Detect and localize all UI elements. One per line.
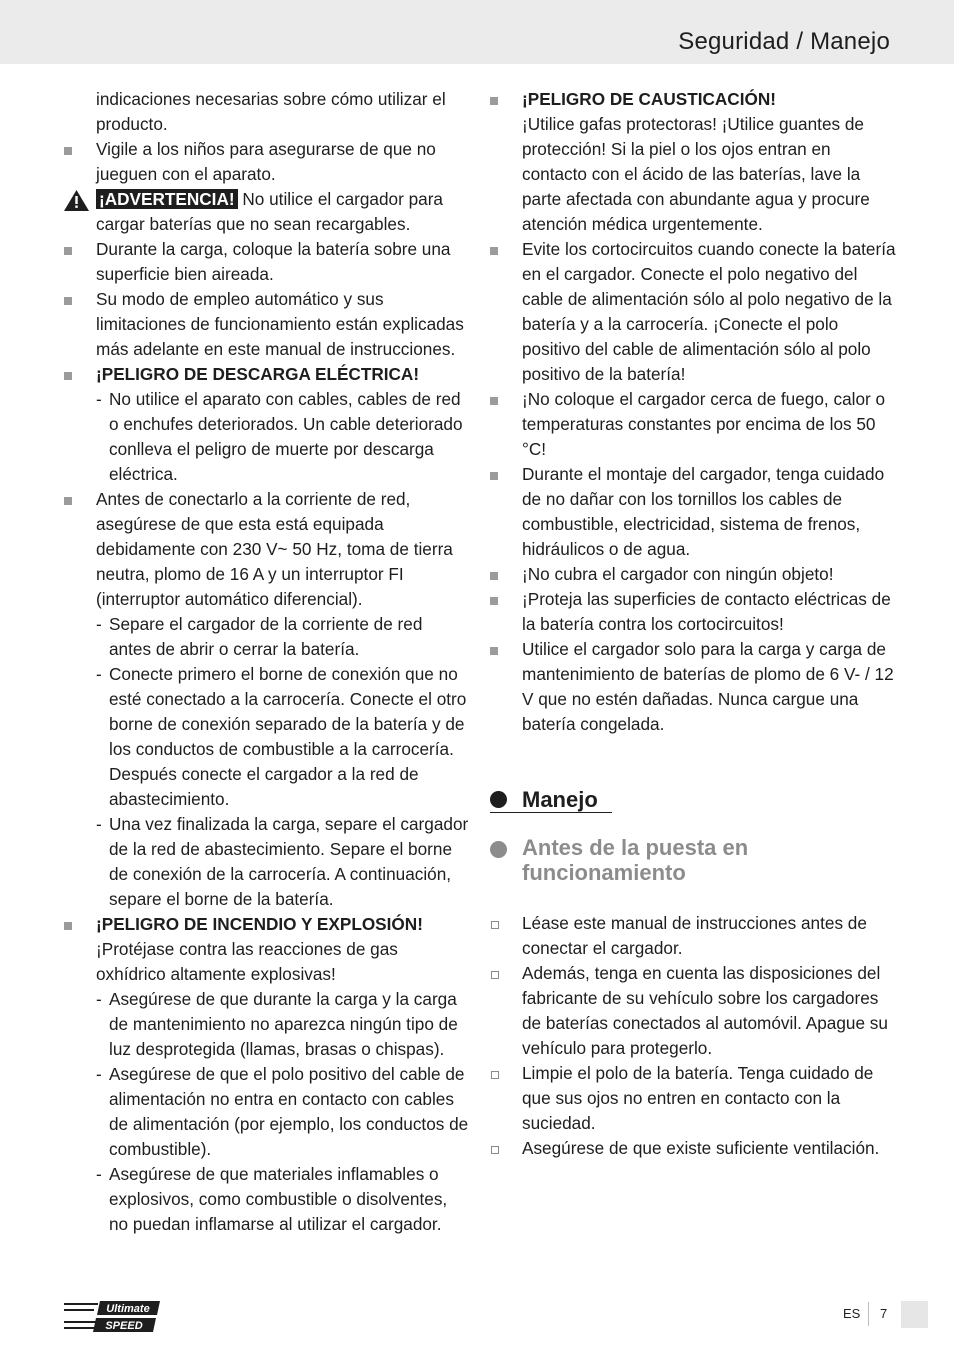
bullet-text: Su modo de empleo automático y sus limitaciones de funcionamiento están explicadas más adelante en este manual de instrucciones. — [96, 289, 464, 359]
bullet-square-icon — [490, 597, 498, 605]
list-item — [490, 237, 896, 387]
footer-divider — [868, 1302, 869, 1326]
list-item — [64, 487, 469, 912]
heading-bullet-icon — [490, 791, 507, 808]
checklist-text: Léase este manual de instrucciones antes de conectar el cargador. — [522, 913, 867, 958]
dash-marker: - — [96, 1164, 102, 1184]
list-item — [64, 287, 469, 362]
list-item — [490, 87, 896, 237]
checklist-text: Además, tenga en cuenta las disposiciones del fabricante de su vehículo sobre los cargadores de baterías conectados al automóvil. Apague su vehículo para protegerlo. — [522, 963, 888, 1058]
list-item — [490, 387, 896, 462]
warning-notice — [64, 187, 469, 237]
section-heading — [490, 785, 896, 815]
list-item — [490, 637, 896, 737]
checklist-item — [490, 1136, 896, 1161]
warning-badge: ¡ADVERTENCIA! — [96, 189, 238, 209]
heading-underline — [490, 812, 612, 813]
bullet-text: ¡Protéjase contra las reacciones de gas oxhídrico altamente explosivas! — [96, 939, 398, 984]
list-item — [64, 237, 469, 287]
bullet-square-icon — [490, 472, 498, 480]
bullet-text: Durante la carga, coloque la batería sobre una superficie bien aireada. — [96, 239, 451, 284]
list-item — [64, 912, 469, 1237]
sub-item — [96, 1062, 469, 1162]
checklist-item — [490, 961, 896, 1061]
checklist-item — [490, 911, 896, 961]
sub-item — [96, 612, 469, 662]
dash-marker: - — [96, 389, 102, 409]
danger-heading: ¡PELIGRO DE CAUSTICACIÓN! — [522, 89, 776, 109]
danger-heading: ¡PELIGRO DE DESCARGA ELÉCTRICA! — [96, 364, 420, 384]
bullet-text: Vigile a los niños para asegurarse de que no jueguen con el aparato. — [96, 139, 436, 184]
sub-item — [96, 812, 469, 912]
bullet-text: ¡No coloque el cargador cerca de fuego, calor o temperaturas constantes por encima de los 50 °C! — [522, 389, 886, 459]
sub-item-text: Asegúrese de que durante la carga y la carga de mantenimiento no aparezca ningún tipo de luz desprotegida (llamas, brasas o chispas). — [109, 989, 458, 1059]
sub-item-text: Asegúrese de que el polo positivo del cable de alimentación no entra en contacto con cables de alimentación (por ejemplo, los conductos de combustible). — [109, 1064, 469, 1159]
sub-item-text: Una vez finalizada la carga, separe el cargador de la red de abastecimiento. Separe el borne de conexión de la carrocería. A continuación, separe el borne de la batería. — [109, 814, 469, 909]
intro-text: indicaciones necesarias sobre cómo utilizar el producto. — [96, 89, 446, 134]
bullet-square-icon — [64, 147, 72, 155]
bullet-text: Utilice el cargador solo para la carga y carga de mantenimiento de baterías de plomo de 6 V- / 12 V que no estén dañadas. Nunca cargue una batería congelada. — [522, 639, 894, 734]
sub-item-text: No utilice el aparato con cables, cables de red o enchufes deteriorados. Un cable deteriorado conlleva el peligro de muerte por descarga eléctrica. — [109, 389, 463, 484]
dash-marker: - — [96, 614, 102, 634]
list-item — [490, 562, 896, 587]
bullet-square-icon — [490, 647, 498, 655]
dash-marker: - — [96, 989, 102, 1009]
bullet-square-icon — [64, 247, 72, 255]
checklist-text: Asegúrese de que existe suficiente ventilación. — [522, 1138, 880, 1158]
subsection-title: Antes de la puesta en funcionamiento — [522, 835, 749, 885]
list-item — [64, 362, 469, 487]
sub-item-text: Separe el cargador de la corriente de red antes de abrir o cerrar la batería. — [109, 614, 423, 659]
warning-text: No utilice el cargador para cargar baterías que no sean recargables. — [96, 189, 443, 234]
logo-line1: Ultimate — [106, 1303, 150, 1315]
checklist-item — [490, 1061, 896, 1136]
sub-item-text: Conecte primero el borne de conexión que no esté conectado a la carrocería. Conecte el otro borne de conexión separado de la batería y de los conductos de combustible a la carrocería. Después conecte el cargador a la red de abastecimiento. — [109, 664, 467, 809]
bullet-square-icon — [490, 97, 498, 105]
checkbox-icon — [491, 921, 499, 929]
sub-item-text: Asegúrese de que materiales inflamables o explosivos, como combustible o disolventes, no puedan inflamarse al utilizar el cargador. — [109, 1164, 448, 1234]
checkbox-icon — [491, 1146, 499, 1154]
dash-marker: - — [96, 664, 102, 684]
bullet-square-icon — [64, 497, 72, 505]
subheading-bullet-icon — [490, 841, 507, 858]
warning-triangle-icon — [64, 190, 89, 211]
list-item — [64, 87, 469, 137]
page-title: Seguridad / Manejo — [678, 28, 890, 55]
dash-marker: - — [96, 1064, 102, 1084]
bullet-square-icon — [490, 397, 498, 405]
list-item — [490, 587, 896, 637]
footer-tab-marker — [901, 1301, 928, 1328]
bullet-square-icon — [490, 572, 498, 580]
sub-item — [96, 387, 469, 487]
bullet-text: ¡Utilice gafas protectoras! ¡Utilice guantes de protección! Si la piel o los ojos entran en contacto con el ácido de las baterías, lave la parte afectada con abundante agua y procure atención médica urgentemente. — [522, 114, 870, 234]
list-item — [64, 137, 469, 187]
sub-item — [96, 987, 469, 1062]
dash-marker: - — [96, 814, 102, 834]
bullet-text: Durante el montaje del cargador, tenga cuidado de no dañar con los tornillos los cables de combustible, electricidad, sistema de frenos, hidráulicos o de agua. — [522, 464, 885, 559]
checkbox-icon — [491, 971, 499, 979]
list-item — [490, 462, 896, 562]
language-code: ES — [843, 1306, 861, 1321]
checklist — [490, 911, 896, 1161]
bullet-text: Antes de conectarlo a la corriente de red, asegúrese de que esta está equipada debidamente con 230 V~ 50 Hz, toma de tierra neutra, plomo de 16 A y un interruptor FI (interruptor automático diferencial). — [96, 489, 453, 609]
bullet-square-icon — [64, 372, 72, 380]
page-number: 7 — [880, 1306, 888, 1321]
brand-logo — [64, 1300, 162, 1333]
bullet-text: Evite los cortocircuitos cuando conecte la batería en el cargador. Conecte el polo negativo del cable de alimentación sólo al polo negativo de la batería y a la carrocería. ¡Conecte el polo positivo del cable de alimentación sólo al polo positivo de la batería! — [522, 239, 896, 384]
section-title: Manejo — [522, 787, 598, 812]
bullet-text: ¡No cubra el cargador con ningún objeto! — [522, 564, 834, 584]
bullet-text: ¡Proteja las superficies de contacto eléctricas de la batería contra los cortocircuitos! — [522, 589, 891, 634]
left-column — [64, 87, 469, 1237]
danger-heading: ¡PELIGRO DE INCENDIO Y EXPLOSIÓN! — [96, 914, 423, 934]
logo-line2: SPEED — [105, 1320, 143, 1332]
sub-item — [96, 1162, 469, 1237]
checklist-text: Limpie el polo de la batería. Tenga cuidado de que sus ojos no entren en contacto con la suciedad. — [522, 1063, 874, 1133]
sub-item — [96, 662, 469, 812]
checkbox-icon — [491, 1071, 499, 1079]
right-column — [490, 87, 896, 1161]
subsection-heading — [490, 835, 896, 885]
bullet-square-icon — [64, 297, 72, 305]
page-header — [0, 0, 954, 64]
bullet-square-icon — [64, 922, 72, 930]
bullet-square-icon — [490, 247, 498, 255]
